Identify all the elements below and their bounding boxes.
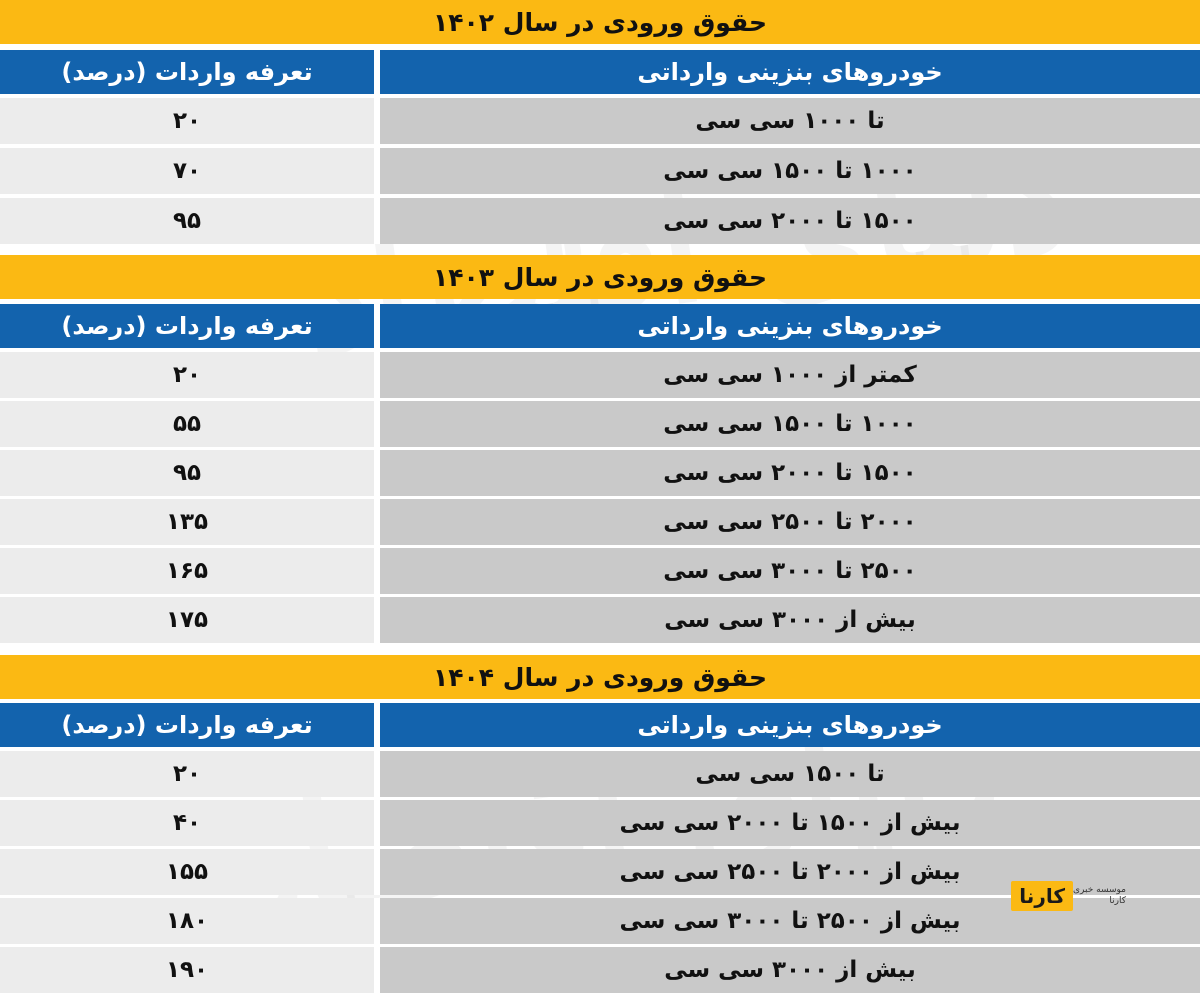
- section-1402-header: [0, 50, 1200, 94]
- section-1404-title: حقوق ورودی در سال ۱۴۰۴: [0, 655, 1200, 699]
- column-divider: [374, 849, 380, 895]
- column-divider: [374, 50, 380, 94]
- column-divider: [374, 98, 380, 144]
- row-tariff: ۲۰: [0, 352, 374, 398]
- table-row: [0, 947, 1200, 993]
- column-divider: [374, 401, 380, 447]
- column-header-tariff: تعرفه واردات (درصد): [0, 304, 374, 348]
- section-1402-title: حقوق ورودی در سال ۱۴۰۲: [0, 0, 1200, 44]
- logo-caption: [1073, 885, 1126, 907]
- row-name: ۱۵۰۰ تا ۲۰۰۰ سی سی: [380, 198, 1200, 244]
- section-1404-header: [0, 703, 1200, 747]
- row-name: تا ۱۵۰۰ سی سی: [380, 751, 1200, 797]
- table-row: [0, 800, 1200, 846]
- table-row: [0, 548, 1200, 594]
- logo-caption-line2: کارنا: [1109, 896, 1126, 906]
- row-tariff: ۱۳۵: [0, 499, 374, 545]
- column-divider: [374, 800, 380, 846]
- row-name: بیش از ۲۵۰۰ تا ۳۰۰۰ سی سی: [380, 898, 1200, 944]
- column-header-tariff: تعرفه واردات (درصد): [0, 703, 374, 747]
- table-row: [0, 401, 1200, 447]
- row-tariff: ۴۰: [0, 800, 374, 846]
- row-name: ۱۵۰۰ تا ۲۰۰۰ سی سی: [380, 450, 1200, 496]
- table-row: [0, 597, 1200, 643]
- row-name: ۱۰۰۰ تا ۱۵۰۰ سی سی: [380, 401, 1200, 447]
- column-divider: [374, 751, 380, 797]
- row-tariff: ۹۵: [0, 450, 374, 496]
- column-divider: [374, 304, 380, 348]
- column-header-name: خودروهای بنزینی وارداتی: [380, 703, 1200, 747]
- column-divider: [374, 898, 380, 944]
- row-tariff: ۱۶۵: [0, 548, 374, 594]
- table-row: [0, 98, 1200, 144]
- column-header-name: خودروهای بنزینی وارداتی: [380, 304, 1200, 348]
- column-divider: [374, 499, 380, 545]
- table-row: [0, 499, 1200, 545]
- karna-logo: [980, 879, 1130, 913]
- row-name: بیش از ۲۰۰۰ تا ۲۵۰۰ سی سی: [380, 849, 1200, 895]
- row-name: ۱۰۰۰ تا ۱۵۰۰ سی سی: [380, 148, 1200, 194]
- row-tariff: ۹۵: [0, 198, 374, 244]
- column-divider: [374, 198, 380, 244]
- row-name: ۲۰۰۰ تا ۲۵۰۰ سی سی: [380, 499, 1200, 545]
- table-row: [0, 751, 1200, 797]
- column-divider: [374, 548, 380, 594]
- row-name: تا ۱۰۰۰ سی سی: [380, 98, 1200, 144]
- column-divider: [374, 352, 380, 398]
- table-row: [0, 198, 1200, 244]
- column-header-tariff: تعرفه واردات (درصد): [0, 50, 374, 94]
- column-divider: [374, 450, 380, 496]
- column-divider: [374, 597, 380, 643]
- logo-caption-line1: موسسه خبری: [1072, 885, 1126, 895]
- row-tariff: ۱۵۵: [0, 849, 374, 895]
- row-tariff: ۲۰: [0, 98, 374, 144]
- row-tariff: ۱۹۰: [0, 947, 374, 993]
- column-header-name: خودروهای بنزینی وارداتی: [380, 50, 1200, 94]
- logo-mark: کارنا: [1011, 881, 1073, 911]
- row-name: بیش از ۱۵۰۰ تا ۲۰۰۰ سی سی: [380, 800, 1200, 846]
- row-name: ۲۵۰۰ تا ۳۰۰۰ سی سی: [380, 548, 1200, 594]
- column-divider: [374, 703, 380, 747]
- table-row: [0, 148, 1200, 194]
- row-name: بیش از ۳۰۰۰ سی سی: [380, 947, 1200, 993]
- column-divider: [374, 947, 380, 993]
- section-1403-title: حقوق ورودی در سال ۱۴۰۳: [0, 255, 1200, 299]
- row-tariff: ۷۰: [0, 148, 374, 194]
- row-tariff: ۵۵: [0, 401, 374, 447]
- table-row: [0, 450, 1200, 496]
- row-tariff: ۱۷۵: [0, 597, 374, 643]
- row-name: کمتر از ۱۰۰۰ سی سی: [380, 352, 1200, 398]
- table-row: [0, 352, 1200, 398]
- column-divider: [374, 148, 380, 194]
- section-1403-header: [0, 304, 1200, 348]
- row-tariff: ۱۸۰: [0, 898, 374, 944]
- row-tariff: ۲۰: [0, 751, 374, 797]
- row-name: بیش از ۳۰۰۰ سی سی: [380, 597, 1200, 643]
